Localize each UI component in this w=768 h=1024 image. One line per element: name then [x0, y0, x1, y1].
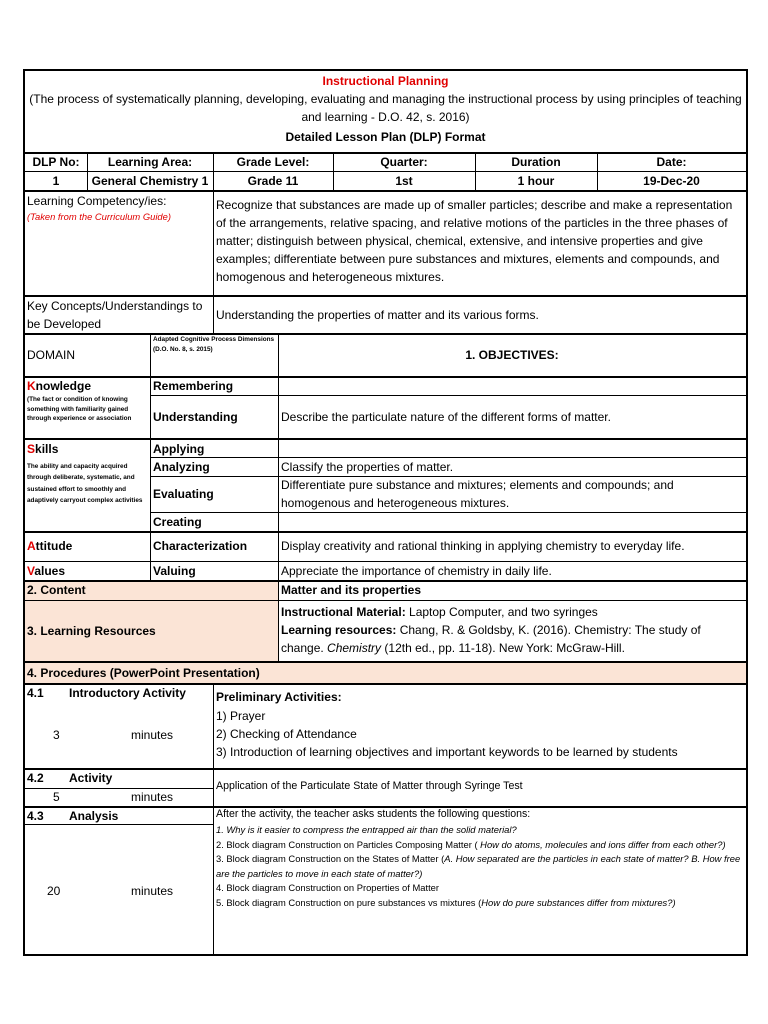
rule: [150, 395, 746, 396]
objective-understanding: Describe the particulate nature of the different forms of matter.: [281, 410, 611, 424]
question-4: 4. Block diagram Construction on Properties of Matter: [216, 882, 440, 893]
competency-note: (Taken from the Curriculum Guide): [27, 211, 171, 222]
rule: [213, 190, 214, 333]
learning-resources: [281, 621, 744, 657]
dimensions-header: Adapted Cognitive Process Dimensions (D.O. No. 8, s. 2015): [153, 336, 275, 353]
question-2-italic: How do atoms, molecules and ions differ from each other?): [480, 838, 726, 850]
info-value-dlp: 1: [52, 174, 60, 188]
knowledge-label: [27, 377, 91, 395]
question-3-italic: A. How separated are the particles in each state of matter? B. How free are the particles to move in each state of matter?): [216, 853, 741, 879]
info-header-dlp: DLP No:: [32, 155, 80, 169]
step-4-1-unit: minutes: [131, 728, 174, 742]
lesson-plan-sheet: [23, 69, 748, 956]
question-3-text: 3. Block diagram Construction on the States of Matter (: [216, 853, 445, 864]
step-4-1-item-2: 2) Checking of Attendance: [216, 727, 357, 741]
skills-desc: The ability and capacity acquired through deliberate, systematic, and sustained effort to smoothly and adaptively carryout complex activities: [27, 463, 143, 505]
question-5: [216, 896, 744, 911]
knowledge-initial: K: [27, 379, 36, 393]
level-creating: Creating: [153, 515, 202, 529]
question-1: 1. Why is it easier to compress the entrapped air than the solid material?: [216, 824, 517, 835]
level-applying: Applying: [153, 442, 205, 456]
instructional-material: [281, 603, 744, 621]
values-initial: V: [27, 564, 35, 578]
resources-text: [281, 603, 744, 657]
objective-analyzing: Classify the properties of matter.: [281, 460, 454, 474]
step-4-1-title: Introductory Activity: [69, 686, 186, 700]
question-2-text: 2. Block diagram Construction on Particles Composing Matter (: [216, 838, 481, 850]
format-title: Detailed Lesson Plan (DLP) Format: [285, 130, 486, 144]
skills-label: [27, 440, 58, 458]
learning-resources-label: Learning resources:: [281, 623, 397, 637]
knowledge-rest: nowledge: [35, 379, 92, 393]
info-header-date: Date:: [656, 155, 687, 169]
info-value-area: General Chemistry 1: [91, 174, 209, 188]
rule: [25, 531, 746, 533]
key-concepts-label: Key Concepts/Understandings to be Developed: [27, 299, 203, 331]
objective-evaluating: Differentiate pure substance and mixtures; elements and compounds; and homogenous and heterogeneous mixtures.: [281, 478, 674, 510]
step-4-3-intro: After the activity, the teacher asks students the following questions:: [216, 808, 531, 820]
step-4-3-num: 4.3: [27, 809, 44, 823]
level-remembering: Remembering: [153, 379, 234, 393]
procedures-label: 4. Procedures (PowerPoint Presentation): [27, 666, 260, 680]
page-title: Instructional Planning: [322, 74, 449, 88]
rule: [25, 824, 213, 825]
skills-rest: kills: [35, 442, 59, 456]
rule: [150, 512, 746, 513]
step-4-2-minutes: 5: [53, 790, 60, 804]
attitude-label: [27, 537, 72, 555]
rule: [25, 661, 746, 663]
level-understanding: Understanding: [153, 410, 238, 424]
step-4-2-num: 4.2: [27, 771, 44, 785]
material-text: Laptop Computer, and two syringes: [405, 605, 598, 619]
content-text: Matter and its properties: [281, 583, 422, 597]
step-4-1-item-1: 1) Prayer: [216, 709, 266, 723]
info-header-quarter: Quarter:: [380, 155, 428, 169]
info-header-area: Learning Area:: [107, 155, 193, 169]
attitude-rest: ttitude: [35, 539, 73, 553]
step-4-2-unit: minutes: [131, 790, 174, 804]
question-3: [216, 852, 744, 881]
skills-initial: S: [27, 442, 36, 456]
rule: [25, 333, 746, 335]
rule: [213, 683, 214, 954]
learning-resources-text-1: Chang, R. & Goldsby, K. (2016). Chemistry: The study of change.: [281, 623, 701, 655]
step-4-2-text: Application of the Particulate State of Matter through Syringe Test: [216, 780, 523, 792]
material-label: Instructional Material:: [281, 605, 406, 619]
knowledge-desc: (The fact or condition of knowing something with familiarity gained through experience or association: [27, 396, 132, 423]
objective-valuing: Appreciate the importance of chemistry in daily life.: [281, 564, 552, 578]
values-rest: alues: [34, 564, 66, 578]
learning-resources-italic: Chemistry: [327, 641, 382, 655]
step-4-1-item-3: 3) Introduction of learning objectives and important keywords to be learned by students: [216, 745, 678, 759]
rule: [25, 600, 746, 601]
learning-resources-text-2: (12th ed., pp. 11-18). New York: McGraw-Hill.: [381, 641, 625, 655]
rule: [25, 438, 746, 440]
values-label: [27, 562, 65, 580]
level-evaluating: Evaluating: [153, 487, 214, 501]
step-4-1-heading: Preliminary Activities:: [216, 690, 342, 704]
level-characterization: Characterization: [153, 539, 248, 553]
info-value-grade: Grade 11: [247, 174, 299, 188]
objectives-header: 1. OBJECTIVES:: [465, 348, 559, 362]
info-header-duration: Duration: [511, 155, 561, 169]
domain-header: DOMAIN: [27, 348, 75, 362]
objective-characterization: Display creativity and rational thinking in applying chemistry to everyday life.: [281, 539, 685, 553]
question-5-text: 5. Block diagram Construction on pure substances vs mixtures (: [216, 896, 482, 908]
step-4-2-title: Activity: [69, 771, 113, 785]
question-2: [216, 838, 744, 853]
level-analyzing: Analyzing: [153, 460, 210, 474]
step-4-1-num: 4.1: [27, 686, 44, 700]
info-value-date: 19-Dec-20: [643, 174, 700, 188]
key-concepts-text: Understanding the properties of matter and its various forms.: [216, 308, 539, 322]
level-valuing: Valuing: [153, 564, 196, 578]
rule: [278, 333, 279, 661]
resources-label: 3. Learning Resources: [27, 624, 156, 638]
rule: [150, 333, 151, 580]
content-label: 2. Content: [27, 583, 86, 597]
step-4-3-title: Analysis: [69, 809, 119, 823]
page-description: (The process of systematically planning, developing, evaluating and managing the instructional process by using principles of teaching and learning - D.O. 42, s. 2016): [29, 92, 742, 124]
step-4-3-questions: [216, 823, 744, 910]
info-value-duration: 1 hour: [517, 174, 555, 188]
step-4-1-minutes: 3: [53, 728, 60, 742]
step-4-3-unit: minutes: [131, 884, 174, 898]
question-5-italic: How do pure substances differ from mixtures?): [481, 896, 676, 908]
info-header-grade: Grade Level:: [236, 155, 310, 169]
rule: [25, 768, 746, 770]
rule: [25, 376, 746, 378]
competency-text: Recognize that substances are made up of smaller particles; describe and make a representation of the arrangements, relative spacing, and relative motions of the particles in the three phases of matter; distinguish between physical, chemical, extensive, and intensive properties and give examples; differentiate between pure substances and mixtures, elements and compounds, and homogenous and heterogeneous mixtures.: [216, 198, 733, 284]
info-value-quarter: 1st: [395, 174, 413, 188]
step-4-3-minutes: 20: [47, 884, 61, 898]
competency-label: Learning Competency/ies:: [27, 194, 167, 208]
attitude-initial: A: [27, 539, 36, 553]
